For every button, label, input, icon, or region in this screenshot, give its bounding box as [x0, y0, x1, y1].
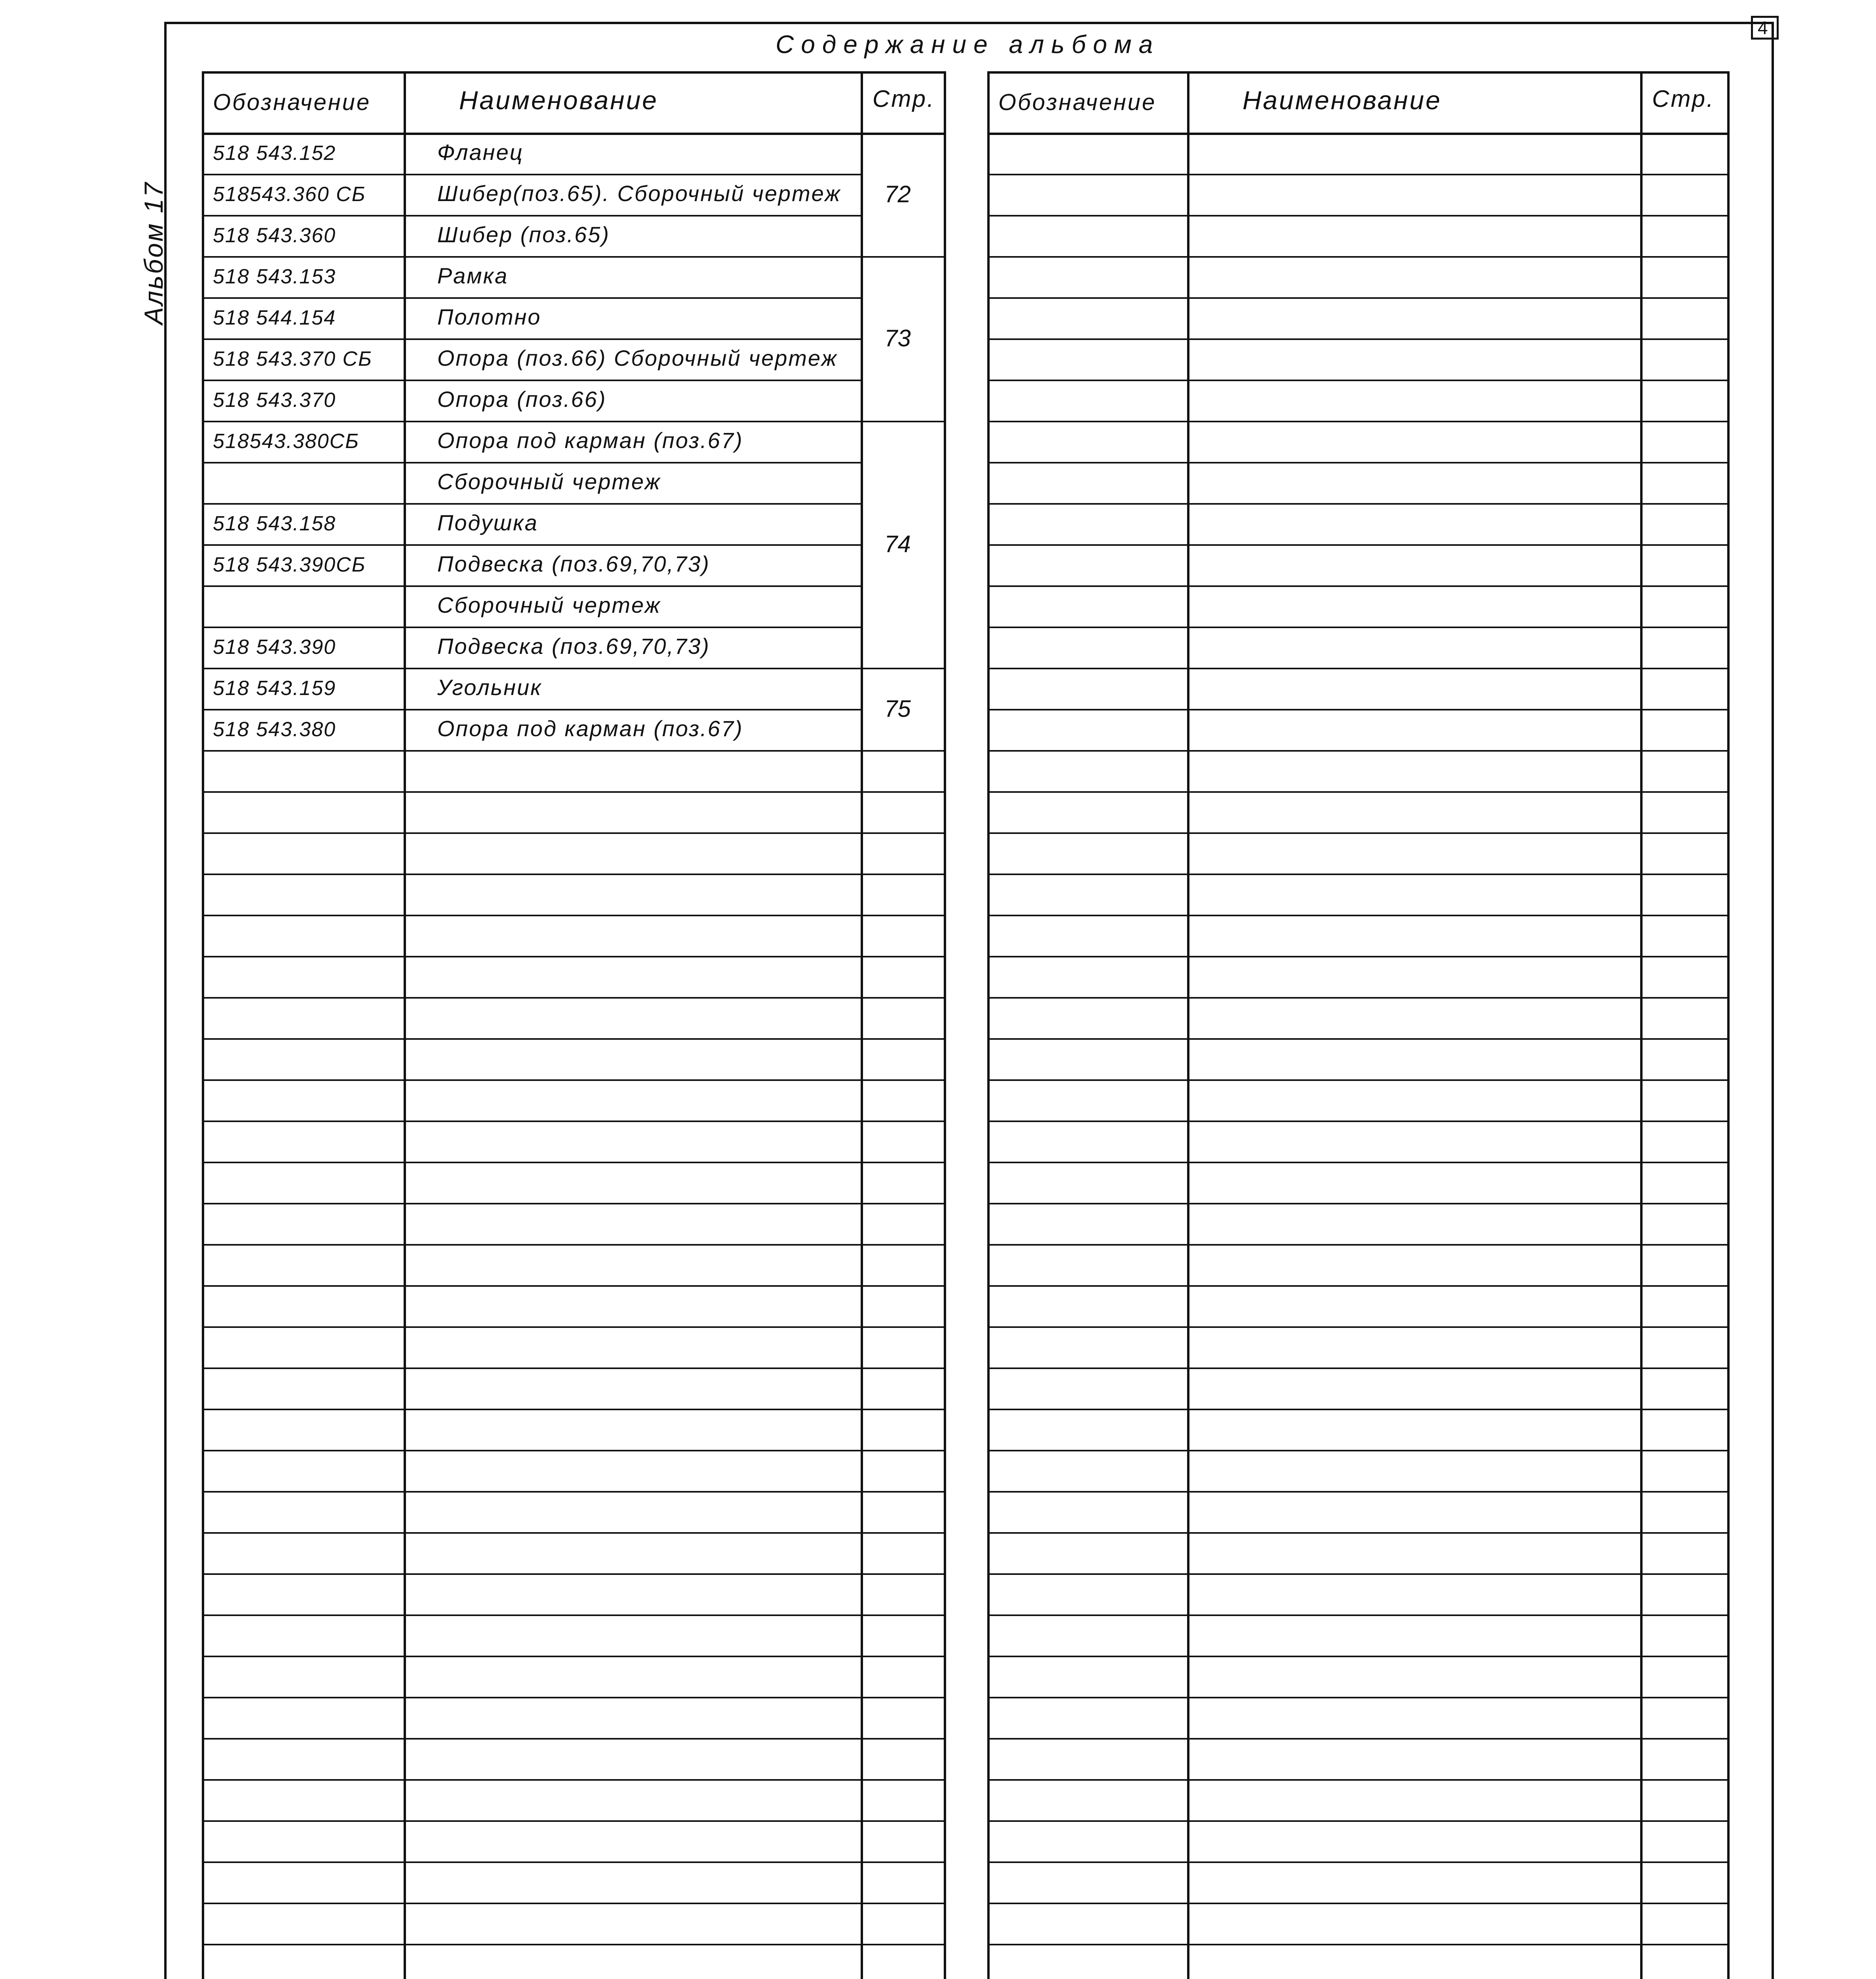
table-row-name: Угольник — [437, 675, 542, 700]
right-table-row-line — [987, 1779, 1730, 1781]
table-row-name: Сборочный чертеж — [437, 469, 661, 494]
table-row-name: Подушка — [437, 510, 539, 535]
right-table-row-line — [987, 585, 1730, 587]
table-row-name: Опора под карман (поз.67) — [437, 716, 744, 741]
left-table-row-line — [202, 1450, 946, 1451]
table-row-code: 518 543.370 — [213, 389, 336, 412]
right-table-row-line — [987, 791, 1730, 793]
table-row-code: 518543.380СБ — [213, 430, 360, 453]
right-table-header-code: Обозначение — [998, 89, 1157, 115]
left-table-row-line — [202, 1409, 946, 1410]
right-table-row-line — [987, 1491, 1730, 1493]
table-row-code: 518543.360 СБ — [213, 183, 366, 206]
page-group-label: 73 — [884, 325, 911, 351]
page-group-label: 75 — [884, 695, 911, 722]
left-table-row-line — [202, 1697, 946, 1698]
left-table-row-line — [202, 1038, 946, 1040]
right-table-row-line — [987, 1944, 1730, 1945]
right-table-row-line — [987, 462, 1730, 463]
right-table-row-line — [987, 1738, 1730, 1740]
left-table-row-line — [202, 1944, 946, 1945]
table-row-code: 518 544.154 — [213, 306, 336, 329]
table-row-name: Опора (поз.66) — [437, 387, 607, 412]
right-table-row-line — [987, 1079, 1730, 1081]
left-table-col-line-0 — [202, 71, 204, 1979]
left-table-col-line-1 — [404, 71, 406, 1979]
left-table-col-line-2 — [861, 71, 863, 1979]
right-table-col-line-2 — [1640, 71, 1643, 1979]
left-table-row-line — [202, 1738, 946, 1740]
left-table-top-line — [202, 71, 946, 74]
left-table-row-line — [202, 1285, 946, 1287]
right-table-row-line — [987, 1203, 1730, 1204]
left-table-row-line — [202, 1367, 946, 1369]
right-table-row-line — [987, 1285, 1730, 1287]
right-table-row-line — [987, 1573, 1730, 1575]
right-table-row-line — [987, 874, 1730, 875]
left-table-row-line — [202, 1491, 946, 1493]
left-table-col-line-3 — [944, 71, 946, 1979]
page-title: Содержание альбома — [776, 30, 1160, 59]
album-label: Альбом 17 — [139, 181, 168, 325]
left-table-row-line — [202, 750, 946, 752]
right-table-row-line — [987, 421, 1730, 422]
table-row-code: 518 543.152 — [213, 142, 336, 165]
right-table-row-line — [987, 709, 1730, 710]
table-row-code: 518 543.390 — [213, 636, 336, 659]
left-table-row-line — [202, 1079, 946, 1081]
right-table-row-line — [987, 1367, 1730, 1369]
left-table-row-line — [202, 668, 946, 669]
left-table-row-line — [202, 1203, 946, 1204]
left-table-row-line — [202, 627, 863, 628]
right-table-row-line — [987, 1121, 1730, 1122]
left-table-row-line — [202, 1121, 946, 1122]
page-group-label: 72 — [884, 181, 911, 207]
left-table-row-line — [202, 215, 863, 217]
left-table-row-line — [202, 1903, 946, 1904]
left-table-row-line — [202, 462, 863, 463]
right-table-row-line — [987, 256, 1730, 258]
left-table-row-line — [202, 544, 863, 546]
left-table-row-line — [202, 1614, 946, 1616]
table-row-code: 518 543.360 — [213, 224, 336, 247]
left-table-header-code: Обозначение — [213, 89, 371, 115]
right-table-top-line — [987, 71, 1730, 74]
left-table-row-line — [202, 1656, 946, 1657]
left-table-row-line — [202, 832, 946, 834]
right-table-row-line — [987, 915, 1730, 916]
table-row-name: Опора под карман (поз.67) — [437, 428, 744, 453]
right-table-col-line-0 — [987, 71, 990, 1979]
left-table-row-line — [202, 791, 946, 793]
right-table-row-line — [987, 956, 1730, 957]
right-table-row-line — [987, 544, 1730, 546]
left-table-row-line — [202, 1779, 946, 1781]
table-row-name: Полотно — [437, 304, 541, 329]
left-table-row-line — [202, 256, 946, 258]
right-table-row-line — [987, 1697, 1730, 1698]
right-table-row-line — [987, 1614, 1730, 1616]
left-table-row-line — [202, 1532, 946, 1534]
right-table-row-line — [987, 832, 1730, 834]
left-table-row-line — [202, 380, 863, 381]
left-table-row-line — [202, 503, 863, 505]
right-table-row-line — [987, 997, 1730, 999]
right-table-row-line — [987, 1450, 1730, 1451]
left-table-row-line — [202, 1326, 946, 1328]
right-table-row-line — [987, 627, 1730, 628]
table-row-code: 518 543.390СБ — [213, 553, 366, 576]
right-table-row-line — [987, 174, 1730, 175]
left-table-row-line — [202, 1162, 946, 1163]
left-table-row-line — [202, 1861, 946, 1863]
left-table-header-page: Стр. — [873, 85, 935, 112]
right-table-row-line — [987, 1244, 1730, 1246]
page-group-label: 74 — [884, 531, 911, 557]
right-table-row-line — [987, 338, 1730, 340]
left-table-header-name: Наименование — [459, 85, 658, 115]
right-table-row-line — [987, 668, 1730, 669]
table-row-name: Сборочный чертеж — [437, 593, 661, 617]
right-table-header-page: Стр. — [1652, 85, 1715, 112]
right-table-row-line — [987, 215, 1730, 217]
right-table-col-line-1 — [1187, 71, 1189, 1979]
right-table-col-line-3 — [1727, 71, 1730, 1979]
left-table-row-line — [202, 174, 863, 175]
right-table-row-line — [987, 1656, 1730, 1657]
table-row-name: Опора (поз.66) Сборочный чертеж — [437, 346, 838, 370]
right-table-header-line — [987, 133, 1730, 135]
left-table-row-line — [202, 1244, 946, 1246]
left-table-row-line — [202, 997, 946, 999]
right-table-row-line — [987, 1861, 1730, 1863]
table-row-name: Шибер(поз.65). Сборочный чертеж — [437, 181, 841, 206]
table-row-code: 518 543.159 — [213, 677, 336, 700]
right-table-row-line — [987, 1532, 1730, 1534]
right-table-row-line — [987, 503, 1730, 505]
table-row-code: 518 543.370 СБ — [213, 348, 373, 370]
page-number: 4 — [1758, 17, 1768, 38]
table-row-name: Рамка — [437, 263, 508, 288]
table-row-code: 518 543.380 — [213, 718, 336, 741]
left-table-row-line — [202, 874, 946, 875]
left-table-row-line — [202, 709, 863, 710]
table-row-code: 518 543.153 — [213, 265, 336, 288]
right-table-row-line — [987, 1038, 1730, 1040]
left-table-row-line — [202, 915, 946, 916]
right-table-row-line — [987, 1903, 1730, 1904]
right-table-header-name: Наименование — [1242, 85, 1442, 115]
right-table-row-line — [987, 380, 1730, 381]
left-table-row-line — [202, 956, 946, 957]
table-row-name: Фланец — [437, 140, 524, 165]
left-table-header-line — [202, 133, 946, 135]
right-table-row-line — [987, 297, 1730, 299]
right-table-row-line — [987, 1820, 1730, 1822]
right-table-row-line — [987, 1326, 1730, 1328]
left-table-row-line — [202, 297, 863, 299]
page-number-box — [1751, 16, 1779, 40]
right-table-row-line — [987, 750, 1730, 752]
left-table-row-line — [202, 421, 946, 422]
left-table-row-line — [202, 1573, 946, 1575]
table-row-name: Подвеска (поз.69,70,73) — [437, 634, 710, 659]
table-row-code: 518 543.158 — [213, 512, 336, 535]
left-table-row-line — [202, 585, 863, 587]
right-table-row-line — [987, 1162, 1730, 1163]
left-table-row-line — [202, 338, 863, 340]
table-row-name: Шибер (поз.65) — [437, 222, 610, 247]
table-row-name: Подвеска (поз.69,70,73) — [437, 551, 710, 576]
left-table-row-line — [202, 1820, 946, 1822]
right-table-row-line — [987, 1409, 1730, 1410]
